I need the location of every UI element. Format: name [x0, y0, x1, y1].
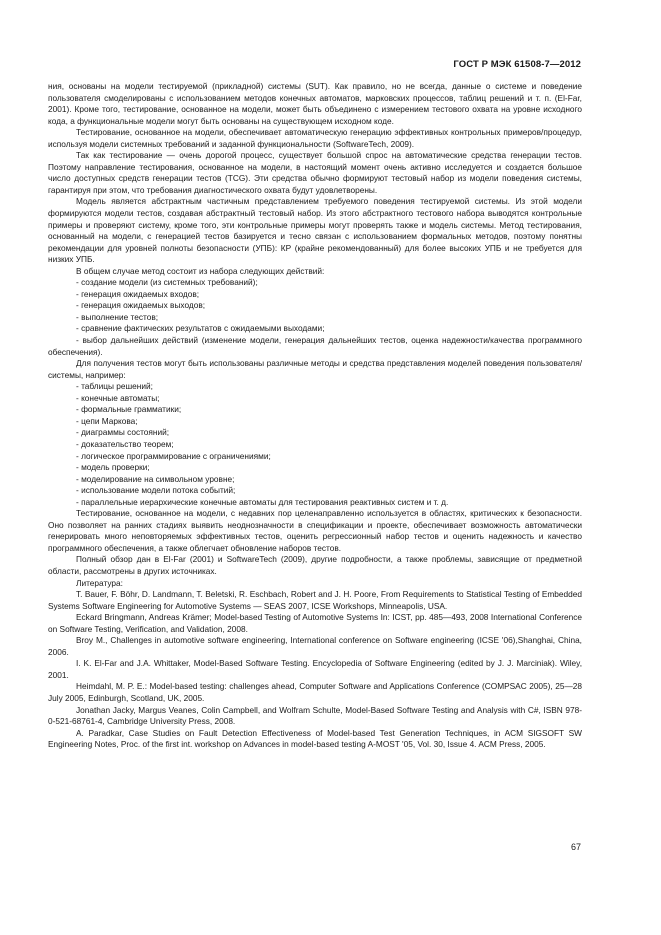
paragraph: Тестирование, основанное на модели, с недавних пор целенаправленно используется в областях, критических к безопасности. Оно позволяет на ранних стадиях выявить неоднозначности в спецификации и проекте, обеспечивает возможность автоматически генерировать много неповторяемых эффективных тестов, оценить регрессионный набор тестов и оценить надежность и качество программного обеспечения, а также облегчает обновление наборов тестов. — [48, 508, 582, 553]
list-item: - выполнение тестов; — [76, 311, 159, 322]
list-item: - генерация ожидаемых выходов; — [76, 300, 206, 311]
list-item: - выбор дальнейших действий (изменение модели, генерация дальнейших тестов, оценка надежности/качества программного обеспечения). — [48, 335, 582, 357]
document-body — [48, 81, 582, 751]
list-item: - генерация ожидаемых входов; — [76, 288, 200, 299]
list-item: - конечные автоматы; — [76, 392, 160, 403]
list-item: - формальные грамматики; — [76, 404, 182, 415]
list-item: - сравнение фактических результатов с ожидаемыми выходами; — [76, 323, 325, 334]
paragraph: В общем случае метод состоит из набора следующих действий: — [76, 265, 325, 276]
list-item: - диаграммы состояний; — [76, 427, 170, 438]
list-item: - цепи Маркова; — [76, 415, 138, 426]
paragraph: Модель является абстрактным частичным представлением требуемого поведения тестируемой системы. Из этой модели формируются модели тестов, создавая абстрактный тестовый набор. Из этого абстрактного тестового набора выводятся контрольные примеры и проверяют систему, кроме того, эти контрольные примеры могут проверять также и модель системы. Метод тестирования, основанный на модели, с генерацией тестов базируется и тесно связан с использованием формальных методов, поэтому понятны рекомендации для уровней полноты безопасности (УПБ): КР (крайне рекомендованный) для более высоких УПБ и не требуется для низких УПБ. — [48, 196, 582, 265]
list-item: - модель проверки; — [76, 462, 150, 473]
list-item: - логическое программирование с ограничениями; — [76, 450, 271, 461]
reference-item: T. Bauer, F. Böhr, D. Landmann, T. Beletski, R. Eschbach, Robert and J. H. Poore, From Requirements to Statistical Testing of Embedded Systems Software Engineering for Automotive Systems — SEAS 2007, ICSE Workshops, Minneapolis, USA. — [48, 589, 582, 611]
page-number: 67 — [570, 842, 581, 852]
list-item: - создание модели (из системных требований); — [76, 277, 258, 288]
list-item: - параллельные иерархические конечные автоматы для тестирования реактивных систем и т. д. — [76, 496, 449, 507]
list-item: - доказательство теорем; — [76, 438, 174, 449]
reference-item: A. Paradkar, Case Studies on Fault Detection Effectiveness of Model-based Test Generation Techniques, in ACM SIGSOFT SW Engineering Notes, Proc. of the first int. workshop on Advances in model-based testing A-MOST '05, Vol. 30, Issue 4. ACM Press, 2005. — [48, 727, 582, 750]
paragraph: Для получения тестов могут быть использованы различные методы и средства представления моделей поведения пользователя/системы, например: — [48, 358, 582, 380]
reference-item: Heimdahl, M. P. E.: Model-based testing: challenges ahead, Computer Software and Applications Conference (COMPSAC 2005), 25—28 July 2005, Edinburgh, Scotland, UK, 2005. — [48, 681, 582, 703]
document-header: ГОСТ Р МЭК 61508-7—2012 — [453, 59, 581, 70]
references-heading: Литература: — [76, 577, 123, 588]
reference-item: I. K. El-Far and J.A. Whittaker, Model-Based Software Testing. Encyclopedia of Software Engineering (edited by J. J. Marciniak). Wiley, 2001. — [48, 658, 582, 680]
paragraph: ния, основаны на модели тестируемой (прикладной) системы (SUT). Как правило, но не всегда, данные о системе и поведение пользователя смоделированы с использованием методов конечных автоматов, марковских процессов, таблиц решений и т. п. (El-Far, 2001). Кроме того, тестирование, основанное на модели, может быть объединено с измерением тестового охвата на уровне исходного кода, а функциональные модели могут быть основаны на существующем исходном коде. — [48, 81, 582, 126]
list-item: - использование модели потока событий; — [76, 485, 236, 496]
reference-item: Jonathan Jacky, Margus Veanes, Colin Campbell, and Wolfram Schulte, Model-Based Software Testing and Analysis with C#, ISBN 978-0-521-68761-4, Cambridge University Press, 2008. — [48, 704, 582, 727]
list-item: - таблицы решений; — [76, 381, 153, 392]
reference-item: Eckard Bringmann, Andreas Krämer; Model-based Testing of Automotive Systems In: ICST, pp. 485—493, 2008 International Conference on Software Testing, Verification, and Validation, 2008. — [48, 612, 582, 634]
paragraph: Так как тестирование — очень дорогой процесс, существует большой спрос на автоматические средства генерации тестов. Поэтому направление тестирования, основанное на модели, в настоящий момент очень активно исследуется и создается большое число доступных средств генерации тестов (TCG). Эти средства обычно формируют тестовый набор из модели поведения системы, гарантируя при этом, что требования диагностического охвата будут удовлетворены. — [48, 150, 582, 195]
list-item: - моделирование на символьном уровне; — [76, 473, 235, 484]
paragraph: Тестирование, основанное на модели, обеспечивает автоматическую генерацию эффективных контрольных примеров/процедур, используя модели системных требований и заданной функциональности (SoftwareTech, 2009). — [48, 127, 582, 149]
paragraph: Полный обзор дан в El-Far (2001) и SoftwareTech (2009), другие подробности, а также проблемы, зависящие от предметной области, рассмотрены в других источниках. — [48, 554, 582, 576]
reference-item: Broy M., Challenges in automotive software engineering, International conference on Software engineering (ICSE '06),Shanghai, China, 2006. — [48, 635, 582, 657]
